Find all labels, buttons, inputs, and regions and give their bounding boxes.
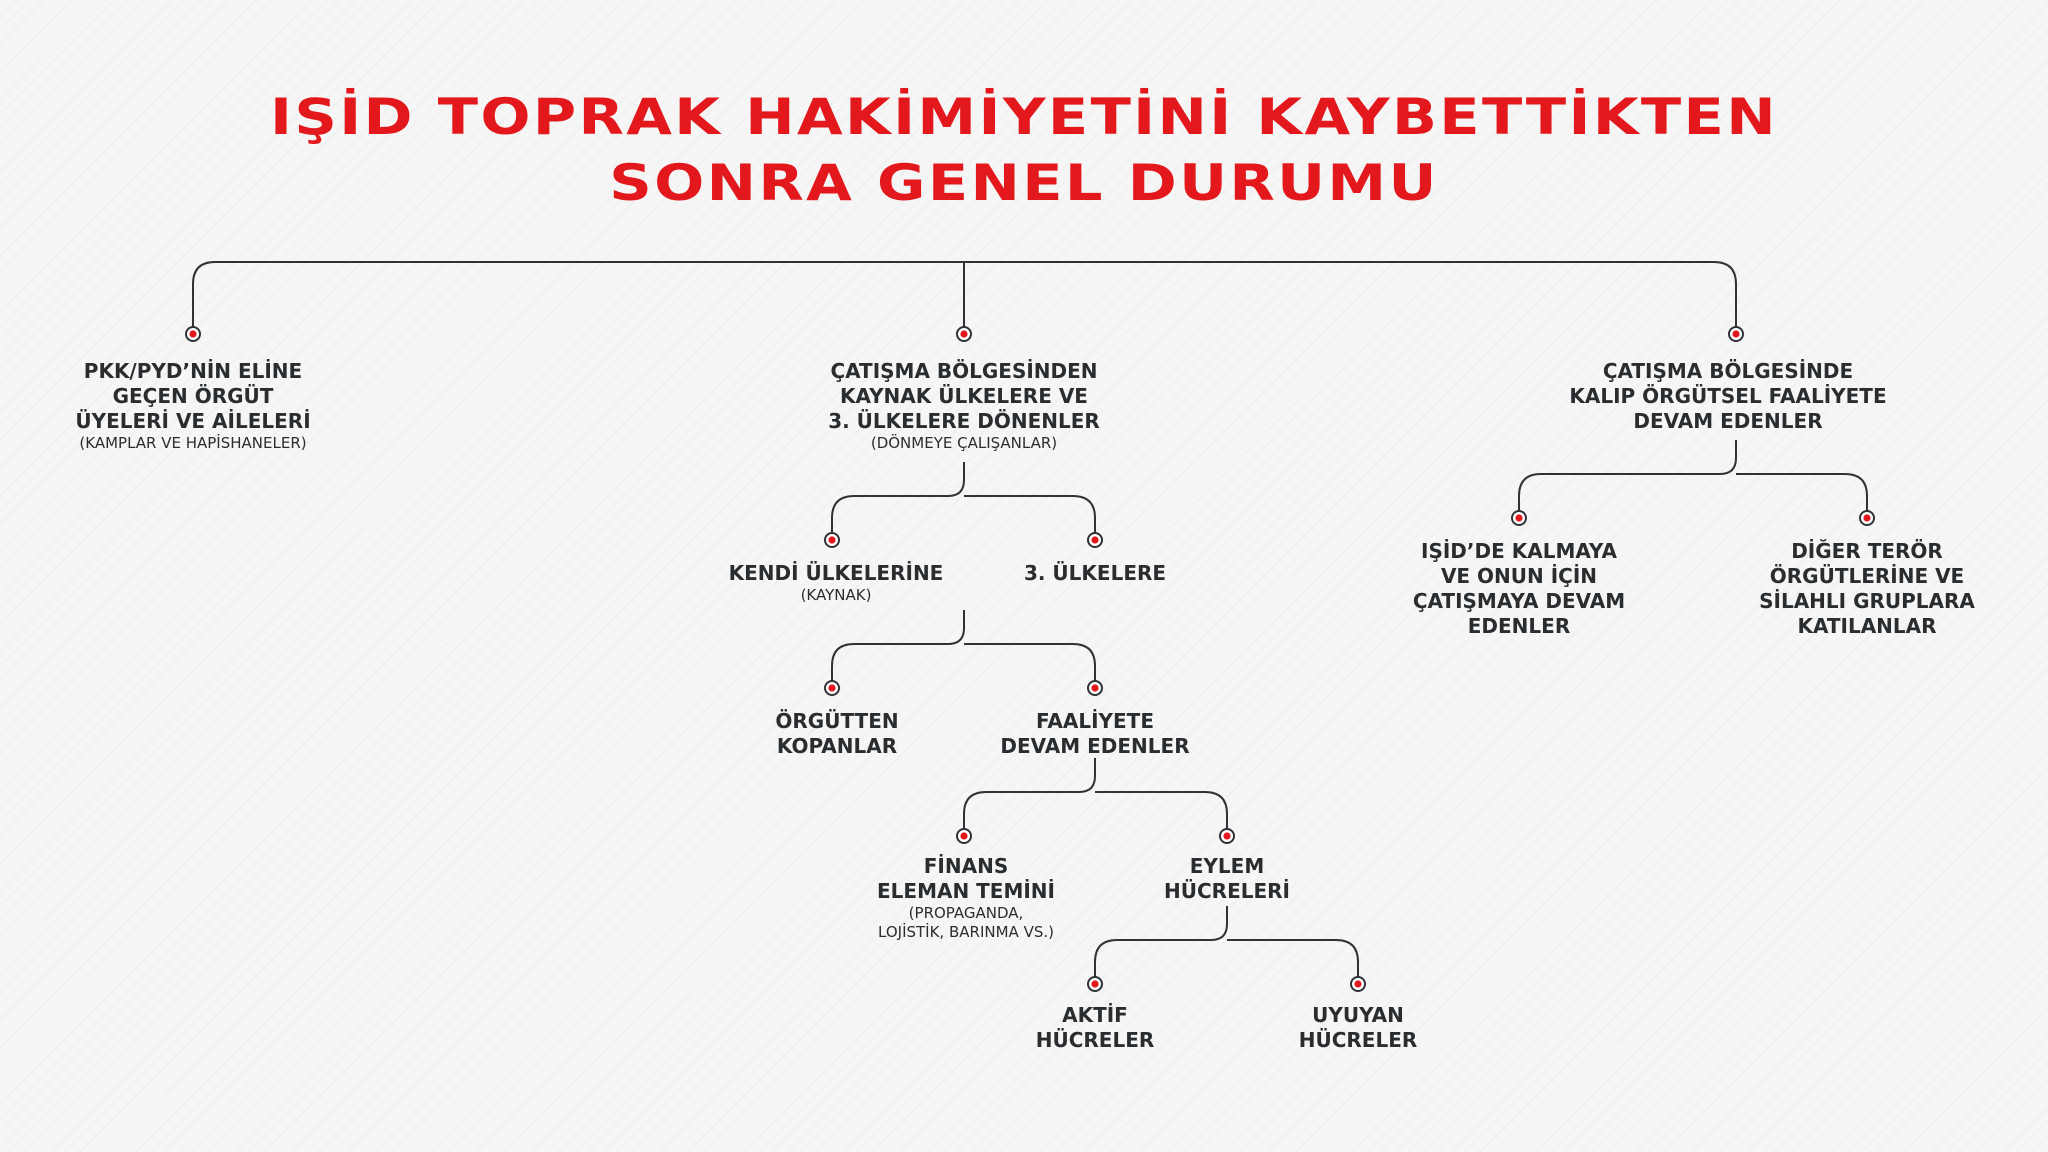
node-pkk-line: ÜYELERİ VE AİLELERİ xyxy=(75,409,311,433)
node-donenler-note: (DÖNMEYE ÇALIŞANLAR) xyxy=(870,434,1058,452)
node-kalmaya-line: VE ONUN İÇİN xyxy=(1440,564,1598,588)
node-donenler-line: ÇATIŞMA BÖLGESİNDEN xyxy=(830,359,1098,383)
node-dot-center-kalip xyxy=(1732,330,1739,337)
node-finans-line: FİNANS xyxy=(923,854,1009,878)
node-diger-line: ÖRGÜTLERİNE VE xyxy=(1769,564,1965,588)
node-pkk xyxy=(0,359,403,453)
node-dot-center-finans xyxy=(960,832,967,839)
node-finans-note: (PROPAGANDA, xyxy=(908,904,1024,922)
node-diger-line: DİĞER TERÖR xyxy=(1791,539,1943,563)
node-kalip-line: DEVAM EDENLER xyxy=(1633,409,1823,433)
node-dot-center-eylem xyxy=(1223,832,1230,839)
node-diger-line: SİLAHLI GRUPLARA xyxy=(1759,589,1975,613)
node-kalmaya-line: EDENLER xyxy=(1467,614,1571,638)
node-dot-center-kopanlar xyxy=(828,684,835,691)
node-dot-center-pkk xyxy=(189,330,196,337)
connector-eylem-right xyxy=(1227,940,1358,984)
node-kalmaya-line: IŞİD’DE KALMAYA xyxy=(1421,539,1617,563)
node-donenler xyxy=(754,359,1174,453)
node-uyuyan-line: UYUYAN xyxy=(1312,1003,1404,1027)
node-pkk-line: GEÇEN ÖRGÜT xyxy=(112,384,274,408)
connector-kalip-right xyxy=(1736,474,1867,518)
node-dot-center-aktif xyxy=(1091,980,1098,987)
connector-donenler-right xyxy=(964,496,1095,540)
node-kendi-line: KENDİ ÜLKELERİNE xyxy=(728,561,944,585)
node-donenler-line: KAYNAK ÜLKELERE VE xyxy=(840,384,1088,408)
connector-faaliyete-left xyxy=(964,758,1095,836)
node-kalip xyxy=(1518,359,1938,434)
node-kalip-line: KALIP ÖRGÜTSEL FAALİYETE xyxy=(1569,384,1887,408)
node-aktif-line: AKTİF xyxy=(1062,1003,1128,1027)
title-line-1: IŞİD TOPRAK HAKİMİYETİNİ KAYBETTİKTEN xyxy=(270,88,1778,146)
node-dot-center-donenler xyxy=(960,330,967,337)
title-line-2: SONRA GENEL DURUMU xyxy=(609,154,1439,212)
node-kalip-line: ÇATIŞMA BÖLGESİNDE xyxy=(1602,359,1854,383)
node-uyuyan-line: HÜCRELER xyxy=(1298,1028,1418,1052)
node-diger xyxy=(1657,539,2048,639)
connector-faaliyete-right xyxy=(1095,792,1227,836)
node-ucuncu xyxy=(885,561,1305,586)
connector-donenler-left xyxy=(832,462,964,540)
node-donenler-line: 3. ÜLKELERE DÖNENLER xyxy=(828,409,1100,433)
connector-kendi-left xyxy=(832,610,964,688)
connector-kendi-right xyxy=(964,644,1095,688)
node-dot-center-uyuyan xyxy=(1354,980,1361,987)
node-kendi-note: (KAYNAK) xyxy=(800,586,872,604)
node-dot-center-ucuncu xyxy=(1091,536,1098,543)
node-diger-line: KATILANLAR xyxy=(1797,614,1937,638)
node-kalmaya-line: ÇATIŞMAYA DEVAM xyxy=(1412,589,1626,613)
node-faaliyete-line: FAALİYETE xyxy=(1036,709,1154,733)
node-eylem-line: HÜCRELERİ xyxy=(1164,879,1290,903)
node-dot-center-faaliyete xyxy=(1091,684,1098,691)
node-eylem-line: EYLEM xyxy=(1189,854,1265,878)
node-pkk-note: (KAMPLAR VE HAPİSHANELER) xyxy=(79,434,307,452)
node-eylem xyxy=(1017,854,1437,904)
node-finans-note: LOJİSTİK, BARINMA VS.) xyxy=(878,923,1054,941)
node-faaliyete xyxy=(885,709,1305,759)
node-finans-line: ELEMAN TEMİNİ xyxy=(877,879,1055,903)
node-kopanlar-line: ÖRGÜTTEN xyxy=(775,709,899,733)
node-dot-center-kendi xyxy=(828,536,835,543)
connector-kalip-left xyxy=(1519,440,1736,518)
node-ucuncu-line: 3. ÜLKELERE xyxy=(1023,561,1167,585)
node-dot-center-diger xyxy=(1863,514,1870,521)
node-kopanlar-line: KOPANLAR xyxy=(776,734,898,758)
node-faaliyete-line: DEVAM EDENLER xyxy=(1000,734,1190,758)
node-pkk-line: PKK/PYD’NİN ELİNE xyxy=(83,359,303,383)
node-dot-center-kalmaya xyxy=(1515,514,1522,521)
node-uyuyan xyxy=(1148,1003,1568,1053)
node-aktif-line: HÜCRELER xyxy=(1035,1028,1155,1052)
